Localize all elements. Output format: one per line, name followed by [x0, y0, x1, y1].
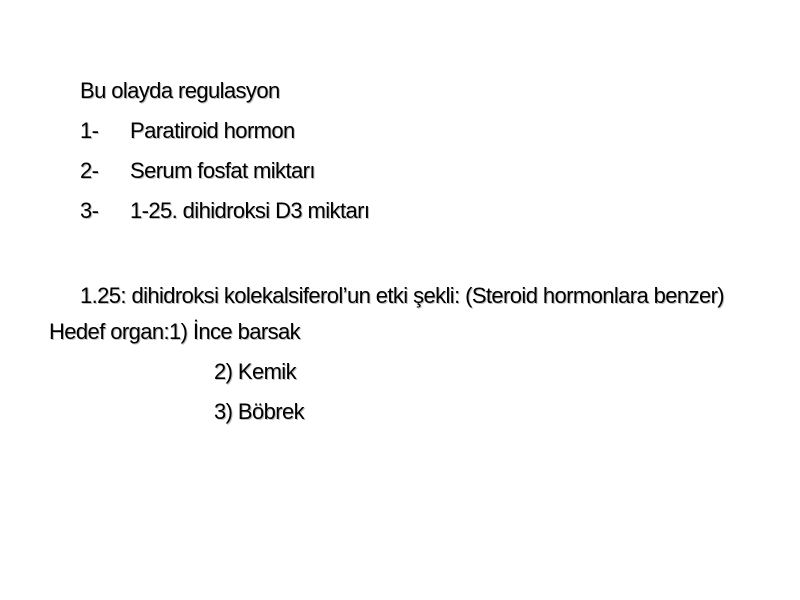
- intro-text: Bu olayda regulasyon: [80, 78, 280, 103]
- target-organ-first: Hedef organ:1) İnce barsak: [49, 319, 300, 344]
- list-item-number: 1-: [80, 118, 99, 143]
- list-item-number: 2-: [80, 158, 99, 183]
- target-organ-second: 2) Kemik: [214, 359, 296, 384]
- mechanism-text: 1.25: dihidroksi kolekalsiferol’un etki şekli: (Steroid hormonlara benzer): [80, 283, 725, 308]
- target-organ-third: 3) Böbrek: [214, 399, 304, 424]
- list-item-text: 1-25. dihidroksi D3 miktarı: [130, 198, 370, 223]
- list-item-text: Serum fosfat miktarı: [130, 158, 315, 183]
- list-item-number: 3-: [80, 198, 99, 223]
- list-item-text: Paratiroid hormon: [130, 118, 295, 143]
